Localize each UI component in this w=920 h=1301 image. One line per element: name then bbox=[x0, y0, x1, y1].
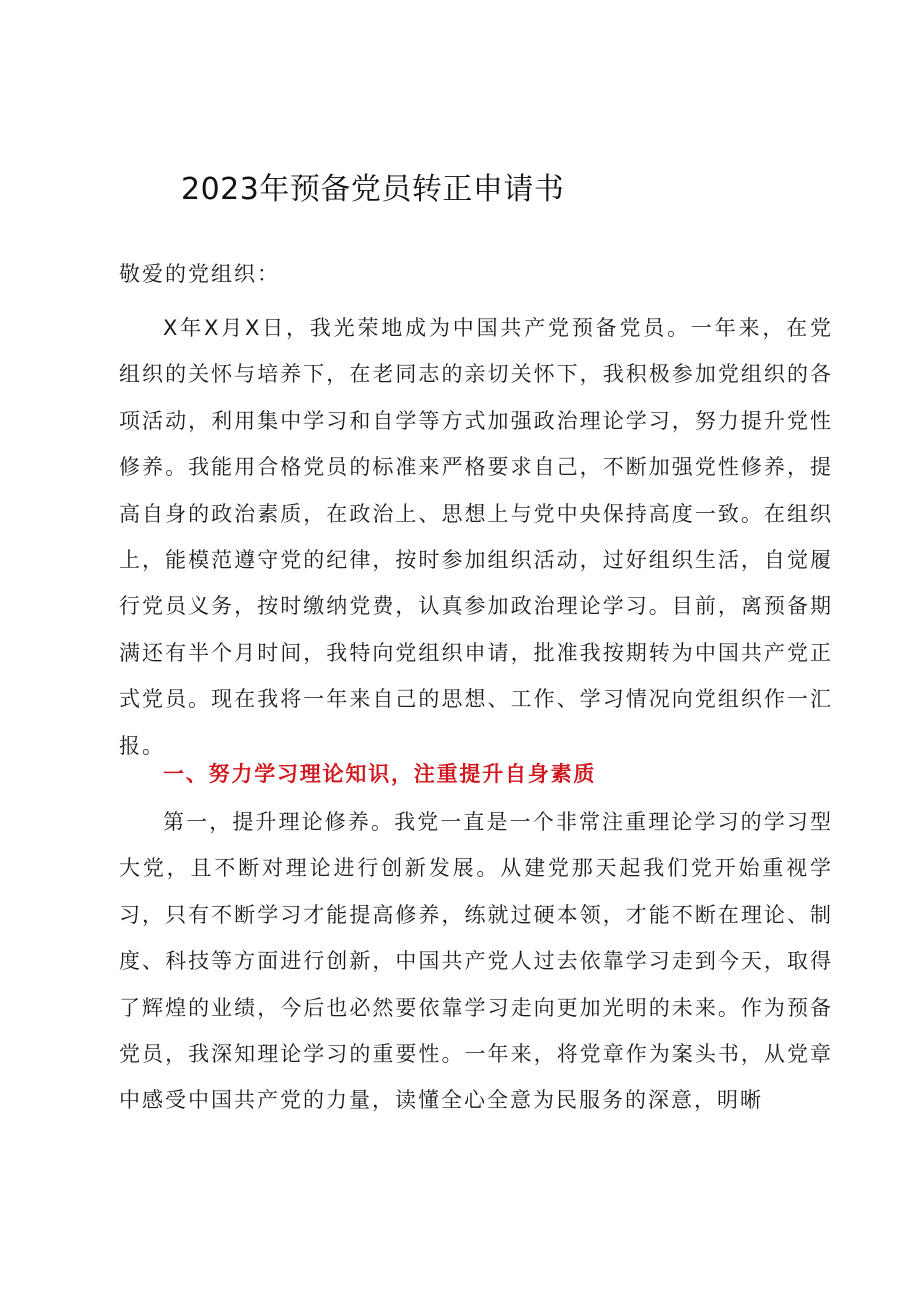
body-paragraph-1: X年X月X日，我光荣地成为中国共产党预备党员。一年来，在党组织的关怀与培养下，在老同志的亲切关怀下，我积极参加党组织的各项活动，利用集中学习和自学等方式加强政治理论学习，努力提升党性修养。我能用合格党员的标准来严格要求自己，不断加强党性修养，提高自身的政治素质，在政治上、思想上与党中央保持高度一致。在组织上，能模范遵守党的纪律，按时参加组织活动，过好组织生活，自觉履行党员义务，按时缴纳党费，认真参加政治理论学习。目前，离预备期满还有半个月时间，我特向党组织申请，批准我按期转为中国共产党正式党员。现在我将一年来自己的思想、工作、学习情况向党组织作一汇报。 bbox=[119, 316, 833, 758]
salutation: 敬爱的党组织： bbox=[119, 262, 280, 286]
section-heading: 一、努力学习理论知识，注重提升自身素质 bbox=[163, 762, 597, 786]
document-title: 2023年预备党员转正申请书 bbox=[181, 172, 565, 207]
body-paragraph-2: 第一，提升理论修养。我党一直是一个非常注重理论学习的学习型大党，且不断对理论进行创新发展。从建党那天起我们党开始重视学习，只有不断学习才能提高修养，练就过硬本领，才能不断在理论、制度、科技等方面进行创新，中国共产党人过去依靠学习走到今天，取得了辉煌的业绩，今后也必然要依靠学习走向更加光明的未来。作为预备党员，我深知理论学习的重要性。一年来，将党章作为案头书，从党章中感受中国共产党的力量，读懂全心全意为民服务的深意，明晰 bbox=[119, 810, 833, 1113]
